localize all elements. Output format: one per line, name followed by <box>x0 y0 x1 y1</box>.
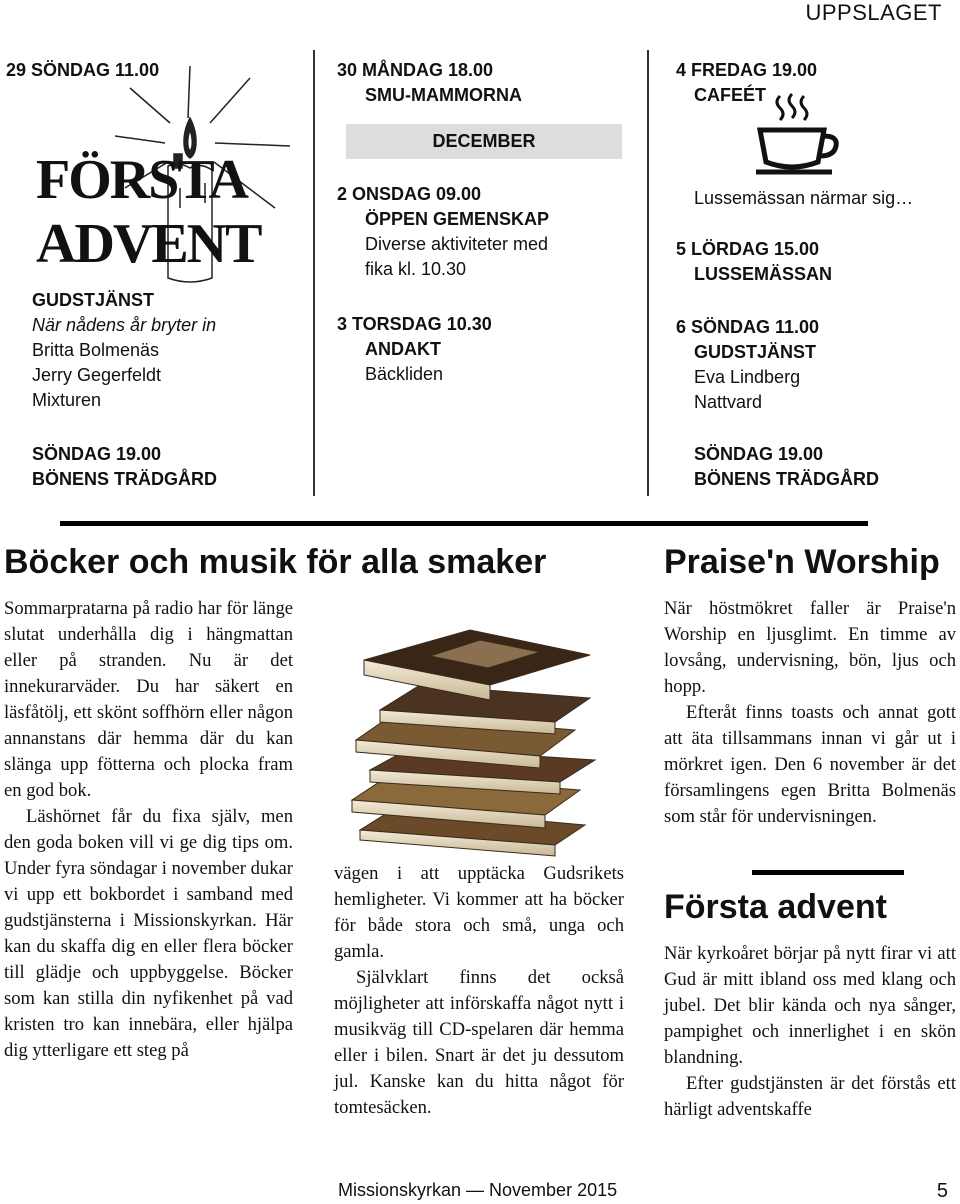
paragraph: Sommarpratarna på radio har för länge slutat underhålla dig i hängmattan eller på stranden. Nu är det innekurarväder. Du har säkert en läsfåtölj, ett skönt soffhörn eller någon annanstans där hemma där du kan slänga upp fötterna och plocka fram en god bok. <box>4 598 293 801</box>
service-line: Mixturen <box>32 390 102 410</box>
article-heading-praise: Praise'n Worship <box>664 543 940 581</box>
coffee-cup-icon <box>752 92 842 178</box>
event-date: 30 MÅNDAG 18.00 <box>337 60 494 80</box>
event-3-thursday <box>337 312 492 387</box>
paragraph: När kyrkoåret börjar på nytt firar vi att Gud är mitt ibland oss med klang och jubel. Det blir kända och nya sånger, pampighet och innerlighet i en skön blandning. <box>664 943 956 1068</box>
paragraph: Läshörnet får du fixa själv, men den goda boken vill vi ge dig tips om. Under fyra söndagar i november dukar vi upp ett bokbordet i samband med gudstjänsterna i Missionskyrkan. Här kan du skaffa dig en eller flera böcker till glädje och uppbyggelse. Böcker som kan stilla din nyfikenhet på vad kristen tro kan innebära, eller hjälpa dig ytterligare ett steg på <box>4 806 293 1061</box>
event-date: 5 LÖRDAG 15.00 <box>676 239 820 259</box>
article-advent-body <box>664 941 956 1123</box>
event-title: GUDSTJÄNST <box>694 342 817 362</box>
forsta-advent-title <box>36 148 260 276</box>
event-line: fika kl. 10.30 <box>365 259 467 279</box>
article-books-col2 <box>334 861 624 1121</box>
event-date: 2 ONSDAG 09.00 <box>337 184 482 204</box>
event-date: 6 SÖNDAG 11.00 <box>676 317 820 337</box>
event-date: SÖNDAG 19.00 <box>694 444 824 464</box>
event-line: Bäckliden <box>365 364 444 384</box>
books-stack-image <box>340 600 610 860</box>
event-title: SMU-MAMMORNA <box>365 85 522 105</box>
article-heading-advent: Första advent <box>664 888 887 926</box>
event-5-saturday <box>676 237 832 287</box>
service-line: Britta Bolmenäs <box>32 340 160 360</box>
column-divider <box>647 50 649 496</box>
event-title: BÖNENS TRÄDGÅRD <box>694 469 880 489</box>
event-date: SÖNDAG 19.00 <box>32 444 162 464</box>
event-title: ANDAKT <box>365 339 441 359</box>
month-band: DECEMBER <box>346 124 622 159</box>
section-tag: UPPSLAGET <box>805 0 942 25</box>
article-books-col1 <box>4 596 293 1064</box>
service-advent <box>32 288 216 413</box>
section-rule <box>752 870 904 875</box>
event-title: ÖPPEN GEMENSKAP <box>365 209 550 229</box>
event-line: Nattvard <box>694 392 763 412</box>
service-title: GUDSTJÄNST <box>32 290 155 310</box>
paragraph: När höstmökret faller är Praise'n Worship en ljusglimt. En timme av lovsång, undervisning, bön, ljus och hopp. <box>664 598 956 697</box>
event-line: Diverse aktiviteter med <box>365 234 549 254</box>
event-sunday-evening <box>32 442 217 492</box>
advent-title-line: FÖRSTA <box>36 149 247 211</box>
event-30-monday <box>337 58 522 108</box>
event-title: BÖNENS TRÄDGÅRD <box>32 469 218 489</box>
paragraph: Självklart finns det också möjligheter att införskaffa något nytt i musikväg till CD-spelaren där hemma eller i bilen. Snart är det ju dessutom jul. Kanske kan du hitta något för tomtesäcken. <box>334 967 624 1118</box>
column-divider <box>313 50 315 496</box>
page-number: 5 <box>936 1180 948 1202</box>
event-date: 3 TORSDAG 10.30 <box>337 314 492 334</box>
advent-title-line: ADVENT <box>36 213 261 275</box>
cafe-note: Lussemässan närmar sig… <box>694 188 914 208</box>
event-title: CAFEÉT <box>694 85 766 105</box>
service-line: Jerry Gegerfeldt <box>32 365 162 385</box>
event-line: Eva Lindberg <box>694 367 801 387</box>
event-title: LUSSEMÄSSAN <box>694 264 833 284</box>
section-rule <box>60 521 868 526</box>
article-heading-books: Böcker och musik för alla smaker <box>4 543 547 581</box>
footer-publication: Missionskyrkan — November 2015 <box>338 1180 618 1200</box>
event-date: 4 FREDAG 19.00 <box>676 60 818 80</box>
paragraph: vägen i att upptäcka Gudsrikets hemligheter. Vi kommer att ha böcker för både stora och små, unga och gamla. <box>334 863 624 962</box>
paragraph: Efter gudstjänsten är det förstås ett härligt adventskaffe <box>664 1073 956 1120</box>
event-date: 29 SÖNDAG 11.00 <box>6 60 160 80</box>
paragraph: Efteråt finns toasts och annat gott att äta tillsammans innan vi går ut i mörkret igen. Den 6 november är det församlingens egen Britta Bolmenäs som står för undervisningen. <box>664 702 956 827</box>
event-6-sunday <box>676 315 819 415</box>
service-subtitle: När nådens år bryter in <box>32 315 217 335</box>
event-2-wednesday <box>337 182 549 282</box>
article-praise-body <box>664 596 956 830</box>
event-sunday-evening-2 <box>694 442 879 492</box>
